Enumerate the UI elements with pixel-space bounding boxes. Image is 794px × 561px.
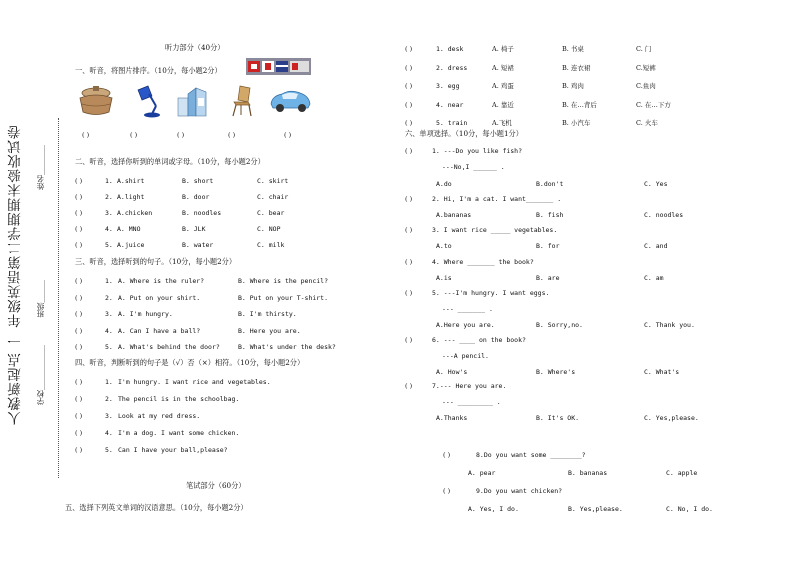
question-q6: 6. --- ____ on the book? bbox=[432, 336, 526, 344]
answer-paren[interactable]: ( ) bbox=[75, 343, 83, 351]
option-a: A. What's behind the door? bbox=[118, 343, 220, 351]
option-a: A. MNO bbox=[117, 225, 141, 233]
car-icon bbox=[268, 86, 312, 114]
option-c: C. milk bbox=[257, 241, 285, 249]
answer-paren[interactable]: ( ) bbox=[75, 429, 83, 437]
option-a: A.飞机 bbox=[492, 119, 512, 127]
question-number: 3. bbox=[105, 412, 113, 420]
answer-paren[interactable]: ( ) bbox=[405, 147, 413, 155]
option-b: B. Put on your T-shirt. bbox=[238, 293, 329, 302]
option-b: B. I'm thirsty. bbox=[238, 310, 297, 318]
answer-paren[interactable]: ( ) bbox=[405, 258, 413, 266]
chair-icon bbox=[226, 84, 256, 118]
question-number: 2. bbox=[105, 395, 113, 403]
option-b: B. 连衣裙 bbox=[562, 63, 591, 72]
class-field[interactable]: 班级______ bbox=[36, 280, 45, 318]
option-c: C. NOP bbox=[257, 225, 281, 233]
section1-title: 一、听音，将图片排序。（10分，每小题2分） bbox=[75, 66, 222, 75]
answer-paren[interactable]: ( ) bbox=[75, 193, 83, 201]
word: 2. dress bbox=[436, 63, 468, 72]
question-number: 1. bbox=[105, 277, 113, 285]
option-b: B. noodles bbox=[182, 209, 222, 217]
written-title: 笔试部分（60分） bbox=[186, 481, 246, 490]
option-b: B. 书桌 bbox=[562, 45, 584, 53]
answer-paren[interactable]: ( ) bbox=[405, 45, 413, 53]
option-c: C.短裤 bbox=[636, 63, 656, 72]
picture3-answer[interactable]: ( ) bbox=[177, 131, 185, 139]
question-q8: 8.Do you want some ________? bbox=[476, 451, 586, 459]
option-c: C. 门 bbox=[636, 45, 652, 53]
option-b: B. Yes,please. bbox=[568, 505, 623, 513]
question-q1: 1. ---Do you like fish? bbox=[432, 147, 523, 155]
answer-paren[interactable]: ( ) bbox=[75, 326, 83, 335]
answer-paren[interactable]: ( ) bbox=[405, 82, 413, 90]
bowl-with-lid-icon bbox=[76, 84, 116, 118]
listening-title: 听力部分（40分） bbox=[165, 43, 225, 52]
option-b: B. It's OK. bbox=[536, 414, 580, 422]
option-b: B. 在…背后 bbox=[562, 100, 597, 109]
answer-paren[interactable]: ( ) bbox=[443, 451, 451, 459]
answer-paren[interactable]: ( ) bbox=[405, 119, 413, 127]
picture5-answer[interactable]: ( ) bbox=[284, 131, 292, 139]
section2-title: 二、听音，选择你听到的单词或字母。（10分，每小题2分） bbox=[75, 157, 265, 166]
answer-line-q6: ---A pencil. bbox=[442, 352, 489, 360]
milk-carton-icon bbox=[176, 84, 210, 118]
option-a: A. 靠近 bbox=[492, 100, 514, 109]
question-number: 3. bbox=[105, 209, 113, 217]
answer-paren[interactable]: ( ) bbox=[75, 177, 83, 185]
question-q9: 9.Do you want chicken? bbox=[476, 487, 563, 495]
answer-line-q5: --- _______ . bbox=[442, 305, 493, 313]
option-b: B.don't bbox=[536, 180, 564, 188]
exam-title-vertical: 人教新起点 一 年级英语第二学期期末验收试卷 bbox=[8, 124, 24, 425]
option-a: A. Yes, I do. bbox=[468, 505, 519, 513]
answer-paren[interactable]: ( ) bbox=[405, 195, 413, 203]
desk-lamp-icon bbox=[134, 84, 164, 118]
answer-line-q1: ---No,I ______ . bbox=[442, 163, 505, 171]
option-a: A.Thanks bbox=[436, 414, 468, 422]
option-c: C. Yes,please. bbox=[644, 414, 699, 422]
section3-title: 三、听音，选择听到的句子。（10分，每小题2分） bbox=[75, 257, 237, 266]
option-a: A.do bbox=[436, 180, 452, 188]
option-b: B. water bbox=[182, 241, 214, 249]
option-a: A. Can I have a ball? bbox=[118, 326, 201, 335]
option-a: A.Here you are. bbox=[436, 321, 495, 329]
option-b: B. 小汽车 bbox=[562, 119, 591, 127]
option-a: A. 鸡蛋 bbox=[492, 82, 514, 90]
option-c: C. and bbox=[644, 242, 668, 250]
option-b: B. fish bbox=[536, 211, 564, 219]
answer-paren[interactable]: ( ) bbox=[405, 100, 413, 109]
question-number: 1. bbox=[105, 177, 113, 185]
answer-paren[interactable]: ( ) bbox=[405, 63, 413, 72]
question-number: 5. bbox=[105, 446, 113, 454]
option-b: B. JLK bbox=[182, 225, 206, 233]
option-a: A.is bbox=[436, 274, 452, 282]
option-c: C. chair bbox=[257, 193, 289, 201]
answer-paren[interactable]: ( ) bbox=[75, 412, 83, 420]
option-a: A. pear bbox=[468, 469, 496, 477]
option-c: C. What's bbox=[644, 368, 680, 376]
section6-title: 六、单项选择。（10分，每小题1分） bbox=[405, 129, 523, 138]
option-b: B. 鸡肉 bbox=[562, 82, 584, 90]
option-c: C. 在…下方 bbox=[636, 100, 671, 109]
option-b: B. Where is the pencil? bbox=[238, 277, 329, 285]
sentence: The pencil is in the schoolbag. bbox=[118, 395, 240, 403]
word: 5. train bbox=[436, 119, 468, 127]
question-number: 2. bbox=[105, 193, 113, 201]
option-c: C. No, I do. bbox=[666, 505, 713, 513]
option-a: A.juice bbox=[117, 241, 145, 249]
answer-paren[interactable]: ( ) bbox=[75, 225, 83, 233]
option-b: B. short bbox=[182, 177, 214, 185]
option-b: B. for bbox=[536, 242, 560, 250]
option-b: B. bananas bbox=[568, 469, 608, 477]
word: 3. egg bbox=[436, 82, 460, 90]
question-number: 4. bbox=[105, 326, 113, 335]
sentence: Look at my red dress. bbox=[118, 412, 201, 420]
question-q3: 3. I want rice _____ vegetables. bbox=[432, 226, 558, 234]
sentence: I'm hungry. I want rice and vegetables. bbox=[118, 378, 271, 386]
word: 1. desk bbox=[436, 45, 464, 53]
option-a: A. 椅子 bbox=[492, 45, 514, 53]
answer-paren[interactable]: ( ) bbox=[75, 293, 83, 302]
sentence: I'm a dog. I want some chicken. bbox=[118, 429, 240, 437]
question-number: 5. bbox=[105, 343, 113, 351]
answer-paren[interactable]: ( ) bbox=[405, 226, 413, 234]
question-q7: 7.--- Here you are. bbox=[432, 382, 507, 390]
option-c: C. bear bbox=[257, 209, 285, 217]
name-field[interactable]: 姓名________ bbox=[36, 145, 45, 190]
word: 4. near bbox=[436, 100, 464, 109]
answer-paren[interactable]: ( ) bbox=[75, 378, 83, 386]
option-a: A. 短裙 bbox=[492, 63, 514, 72]
option-c: C. Yes bbox=[644, 180, 668, 188]
picture4-answer[interactable]: ( ) bbox=[228, 131, 236, 139]
option-c: C. skirt bbox=[257, 177, 289, 185]
answer-paren[interactable]: ( ) bbox=[75, 310, 83, 318]
question-number: 3. bbox=[105, 310, 113, 318]
option-b: B. Sorry,no. bbox=[536, 321, 583, 329]
picture2-answer[interactable]: ( ) bbox=[130, 131, 138, 139]
picture1-answer[interactable]: ( ) bbox=[82, 131, 90, 139]
option-c: C. noodles bbox=[644, 211, 684, 219]
option-a: A. How's bbox=[436, 368, 468, 376]
section4-title: 四、听音，判断听到的句子是（√）否（×）相符。（10分，每小题2分） bbox=[75, 358, 305, 367]
option-a: A.light bbox=[117, 193, 145, 201]
option-a: A.bananas bbox=[436, 211, 472, 219]
option-a: A.shirt bbox=[117, 177, 145, 185]
flags-decoration bbox=[246, 58, 311, 75]
answer-paren[interactable]: ( ) bbox=[75, 277, 83, 285]
binding-line bbox=[58, 118, 59, 478]
option-a: A.to bbox=[436, 242, 452, 250]
question-number: 2. bbox=[105, 293, 113, 302]
section5-title: 五、选择下列英文单词的汉语意思。（10分，每小题2分） bbox=[65, 503, 248, 512]
option-c: C.鱼肉 bbox=[636, 82, 656, 90]
question-number: 4. bbox=[105, 429, 113, 437]
answer-paren[interactable]: ( ) bbox=[443, 487, 451, 495]
question-q2: 2. Hi, I'm a cat. I want_______ . bbox=[432, 195, 562, 203]
question-q5: 5. ---I'm hungry. I want eggs. bbox=[432, 289, 550, 297]
option-b: B. door bbox=[182, 193, 210, 201]
answer-paren[interactable]: ( ) bbox=[75, 395, 83, 403]
option-a: A. I'm hungry. bbox=[118, 310, 173, 318]
answer-paren[interactable]: ( ) bbox=[405, 289, 413, 297]
option-c: C. Thank you. bbox=[644, 321, 695, 329]
option-c: C. 火车 bbox=[636, 119, 658, 127]
option-b: B. Here you are. bbox=[238, 326, 301, 335]
answer-paren[interactable]: ( ) bbox=[75, 446, 83, 454]
sentence: Can I have your ball,please? bbox=[118, 446, 228, 454]
answer-paren[interactable]: ( ) bbox=[405, 382, 413, 390]
question-number: 1. bbox=[105, 378, 113, 386]
question-number: 5. bbox=[105, 241, 113, 249]
school-field[interactable]: 学校____________ bbox=[36, 345, 45, 405]
answer-line-q7: --- _________ . bbox=[442, 398, 501, 406]
question-number: 4. bbox=[105, 225, 113, 233]
option-b: B. Where's bbox=[536, 368, 576, 376]
question-q4: 4. Where _______ the book? bbox=[432, 258, 534, 266]
answer-paren[interactable]: ( ) bbox=[405, 336, 413, 344]
option-a: A. Where is the ruler? bbox=[118, 277, 205, 285]
answer-paren[interactable]: ( ) bbox=[75, 241, 83, 249]
option-c: C. apple bbox=[666, 469, 698, 477]
answer-paren[interactable]: ( ) bbox=[75, 209, 83, 217]
option-a: A. Put on your shirt. bbox=[118, 293, 201, 302]
option-b: B. What's under the desk? bbox=[238, 343, 336, 351]
option-b: B. are bbox=[536, 274, 560, 282]
option-c: C. am bbox=[644, 274, 664, 282]
option-a: A.chicken bbox=[117, 209, 153, 217]
